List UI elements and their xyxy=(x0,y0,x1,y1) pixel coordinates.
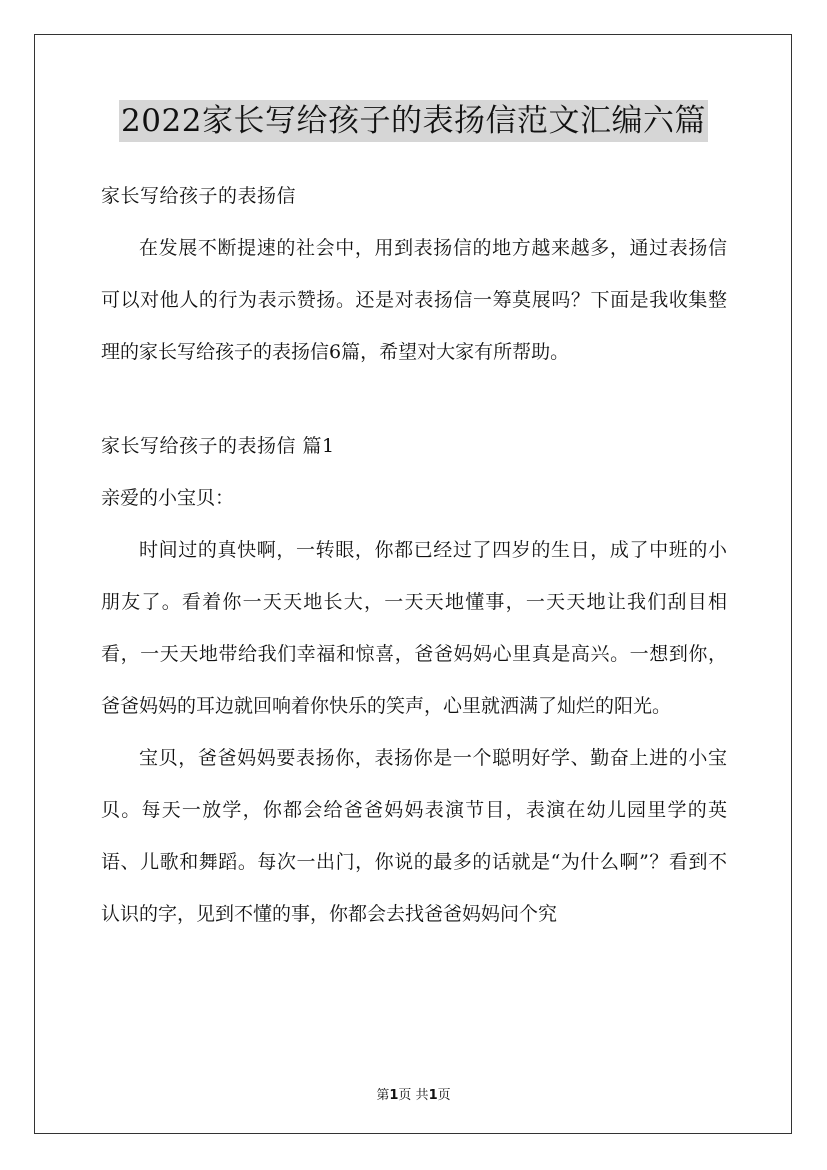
article1-heading: 家长写给孩子的表扬信 篇1 xyxy=(101,435,335,457)
page-current: 1 xyxy=(389,1088,399,1103)
article1-salutation: 亲爱的小宝贝： xyxy=(101,487,235,509)
page-footer xyxy=(0,1084,827,1103)
page-prefix: 第 xyxy=(376,1088,390,1103)
document-body xyxy=(101,170,727,940)
page-suffix: 页 xyxy=(437,1088,451,1103)
page-mid: 页 共 xyxy=(398,1088,429,1103)
section-gap xyxy=(101,378,727,420)
intro-paragraph: 在发展不断提速的社会中，用到表扬信的地方越来越多，通过表扬信可以对他人的行为表示赞扬。还是对表扬信一筹莫展吗？下面是我收集整理的家长写给孩子的表扬信6篇，希望对大家有所帮助。 xyxy=(101,237,727,363)
intro-heading: 家长写给孩子的表扬信 xyxy=(101,185,297,207)
article1-paragraph-1: 时间过的真快啊，一转眼，你都已经过了四岁的生日，成了中班的小朋友了。看着你一天天地长大，一天天地懂事，一天天地让我们刮目相看，一天天地带给我们幸福和惊喜，爸爸妈妈心里真是高兴。一想到你，爸爸妈妈的耳边就回响着你快乐的笑声，心里就洒满了灿烂的阳光。 xyxy=(101,539,727,717)
article1-paragraph-2: 宝贝，爸爸妈妈要表扬你，表扬你是一个聪明好学、勤奋上进的小宝贝。每天一放学，你都会给爸爸妈妈表演节目，表演在幼儿园里学的英语、儿歌和舞蹈。每次一出门，你说的最多的话就是“为什么啊”？看到不认识的字，见到不懂的事，你都会去找爸爸妈妈问个究 xyxy=(101,747,727,925)
page-total: 1 xyxy=(428,1088,438,1103)
title-container xyxy=(0,100,827,142)
document-title: 2022家长写给孩子的表扬信范文汇编六篇 xyxy=(119,100,708,142)
